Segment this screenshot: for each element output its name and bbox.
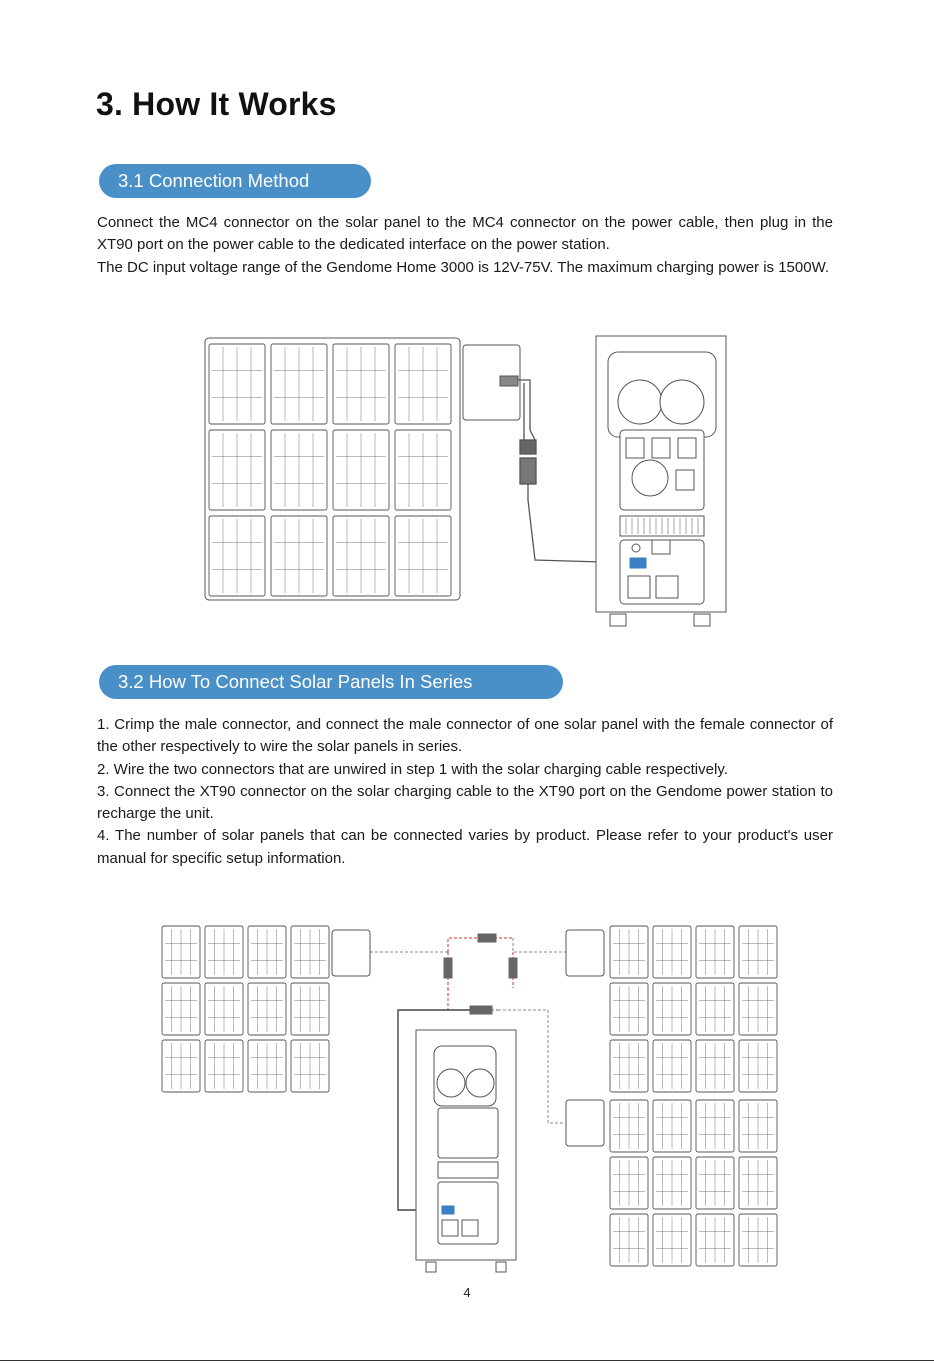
paragraph: 1. Crimp the male connector, and connect the male connector of one solar panel with the female connector of the other respectively to wire the solar panels in series. <box>97 716 833 756</box>
paragraph: 3. Connect the XT90 connector on the solar charging cable to the XT90 port on the Gendome power station to recharge the unit. <box>97 782 833 823</box>
power-station-illustration <box>596 336 726 626</box>
paragraph: The DC input voltage range of the Gendome Home 3000 is 12V-75V. The maximum charging power is 1500W. <box>97 258 830 276</box>
series-connection-diagram <box>158 918 778 1278</box>
paragraph: Connect the MC4 connector on the solar panel to the MC4 connector on the power cable, then plug in the XT90 port on the power cable to the dedicated interface on the power station. <box>97 214 833 254</box>
mc4-cable-illustration <box>518 380 602 562</box>
power-station-illustration <box>416 1030 516 1272</box>
connection-diagram <box>200 330 735 640</box>
series-connection-text <box>97 714 833 870</box>
section-heading-connection-method: 3.1 Connection Method <box>99 164 371 198</box>
footer-divider <box>0 1360 934 1361</box>
paragraph: 4. The number of solar panels that can be connected varies by product. Please refer to your product's user manual for specific setup information. <box>97 827 833 867</box>
page-number: 4 <box>463 1285 471 1300</box>
paragraph: 2. Wire the two connectors that are unwired in step 1 with the solar charging cable respectively. <box>97 760 728 778</box>
section-heading-series-connection: 3.2 How To Connect Solar Panels In Series <box>99 665 563 699</box>
page-title: 3. How It Works <box>96 86 337 122</box>
junction-box-illustration <box>463 345 520 420</box>
connection-method-text <box>97 212 833 279</box>
